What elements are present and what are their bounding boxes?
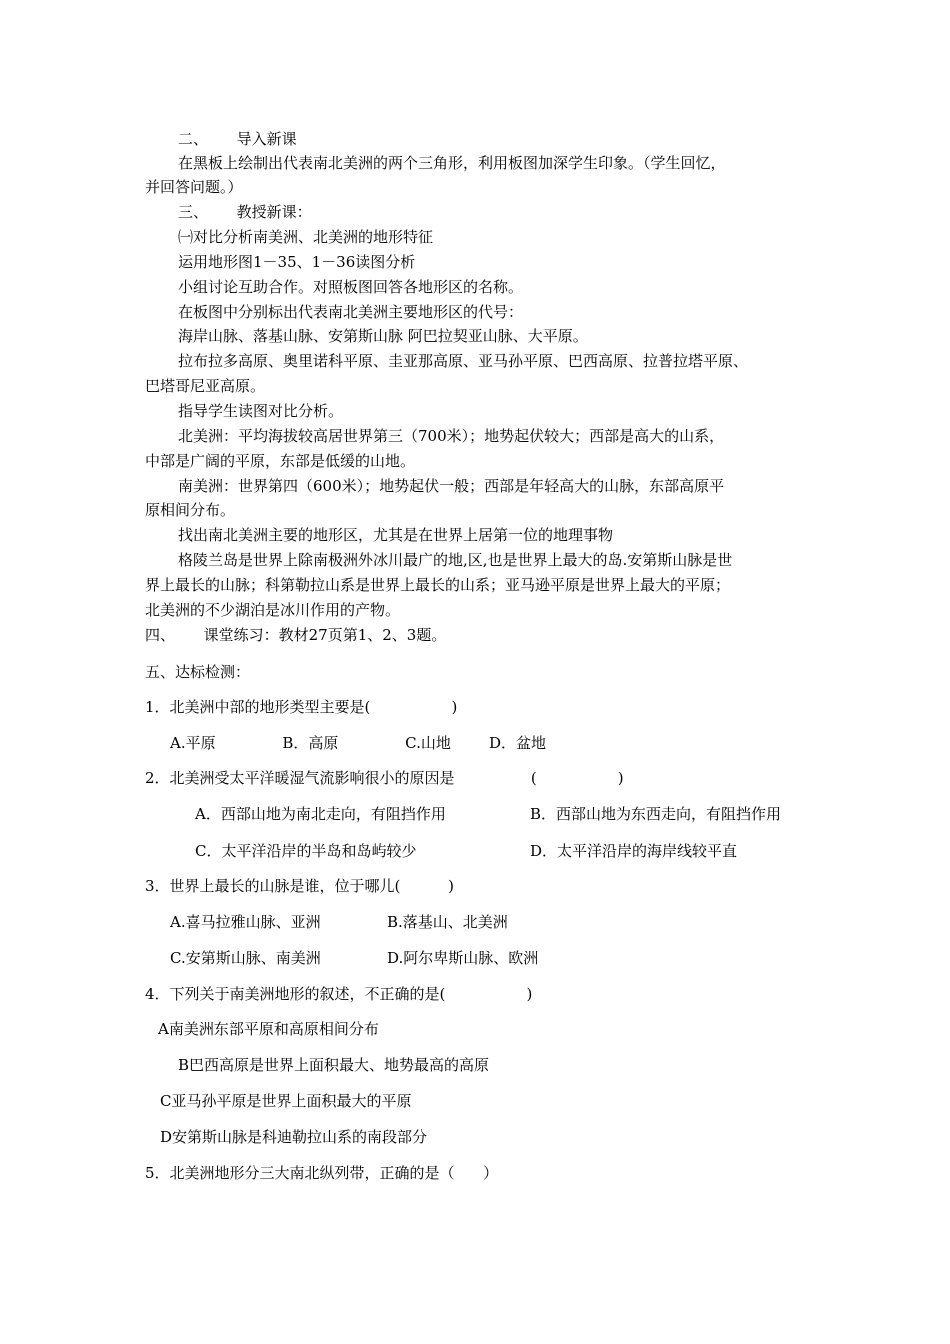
paragraph-line: 指导学生读图对比分析。 [178, 402, 344, 420]
question-4: 4．下列关于南美洲地形的叙述，不正确的是( ) [145, 985, 533, 1003]
question-5: 5．北美洲地形分三大南北纵列带，正确的是（ ） [145, 1164, 499, 1182]
paragraph-line: 拉布拉多高原、奥里诺科平原、圭亚那高原、亚马孙平原、巴西高原、拉普拉塔平原、 [178, 352, 749, 370]
paragraph-line: 海岸山脉、落基山脉、安第斯山脉 阿巴拉契亚山脉、大平原。 [178, 327, 588, 345]
question-3-option-c: C.安第斯山脉、南美洲 [170, 949, 321, 967]
paragraph-line: 中部是广阔的平原，东部是低缓的山地。 [145, 452, 416, 470]
question-1: 1．北美洲中部的地形类型主要是( ) [145, 698, 458, 716]
question-4-option-c: C亚马孙平原是世界上面积最大的平原 [160, 1092, 412, 1110]
section-heading-3: 三、 教授新课： [178, 203, 312, 221]
question-2-option-a: A．西部山地为南北走向，有阻挡作用 [195, 805, 446, 823]
paragraph-line: 巴塔哥尼亚高原。 [145, 377, 266, 395]
question-3-option-d: D.阿尔卑斯山脉、欧洲 [387, 949, 539, 967]
paragraph-line: 并回答问题。） [145, 178, 243, 196]
paragraph-line: 界上最长的山脉；科第勒拉山系是世界上最长的山系；亚马逊平原是世界上最大的平原； [145, 576, 731, 594]
paragraph-line: ㈠对比分析南美洲、北美洲的地形特征 [178, 228, 434, 246]
section-heading-4: 四、 课堂练习：教材27页第1、2、3题。 [145, 626, 447, 644]
question-4-option-a: A南美洲东部平原和高原相间分布 [158, 1020, 379, 1038]
question-1-options: A.平原 B．高原 C.山地 D．盆地 [170, 734, 547, 752]
paragraph-line: 在黑板上绘制出代表南北美洲的两个三角形，利用板图加深学生印象。（学生回忆， [178, 154, 726, 172]
question-2-option-b: B．西部山地为东西走向，有阻挡作用 [530, 805, 782, 823]
question-3-option-b: B.落基山、北美洲 [387, 913, 508, 931]
section-heading-5: 五、达标检测： [145, 663, 251, 681]
paragraph-line: 北美洲：平均海拔较高居世界第三（700米）；地势起伏较大；西部是高大的山系， [178, 427, 725, 445]
paragraph-line: 北美洲的不少湖泊是冰川作用的产物。 [145, 601, 401, 619]
paragraph-line: 格陵兰岛是世界上除南极洲外冰川最广的地,区,也是世界上最大的岛.安第斯山脉是世 [178, 551, 733, 569]
question-3: 3．世界上最长的山脉是谁，位于哪儿( ) [145, 877, 454, 895]
question-4-option-d: D安第斯山脉是科迪勒拉山系的南段部分 [160, 1128, 428, 1146]
paragraph-line: 南美洲：世界第四（600米）；地势起伏一般；西部是年轻高大的山脉，东部高原平 [178, 477, 725, 495]
paragraph-line: 小组讨论互助合作。对照板图回答各地形区的名称。 [178, 278, 524, 296]
question-2: 2．北美洲受太平洋暖湿气流影响很小的原因是 ( ) [145, 769, 624, 787]
section-heading-2: 二、 导入新课 [178, 130, 297, 148]
question-3-option-a: A.喜马拉雅山脉、亚洲 [170, 913, 321, 931]
paragraph-line: 运用地形图1－35、1－36读图分析 [178, 253, 416, 271]
paragraph-line: 在板图中分别标出代表南北美洲主要地形区的代号： [178, 303, 524, 321]
question-2-option-c: C．太平洋沿岸的半岛和岛屿较少 [195, 842, 417, 860]
paragraph-line: 原相间分布。 [145, 501, 236, 519]
paragraph-line: 找出南北美洲主要的地形区，尤其是在世界上居第一位的地理事物 [178, 526, 614, 544]
question-4-option-b: B巴西高原是世界上面积最大、地势最高的高原 [178, 1056, 490, 1074]
question-2-option-d: D．太平洋沿岸的海岸线较平直 [530, 842, 738, 860]
